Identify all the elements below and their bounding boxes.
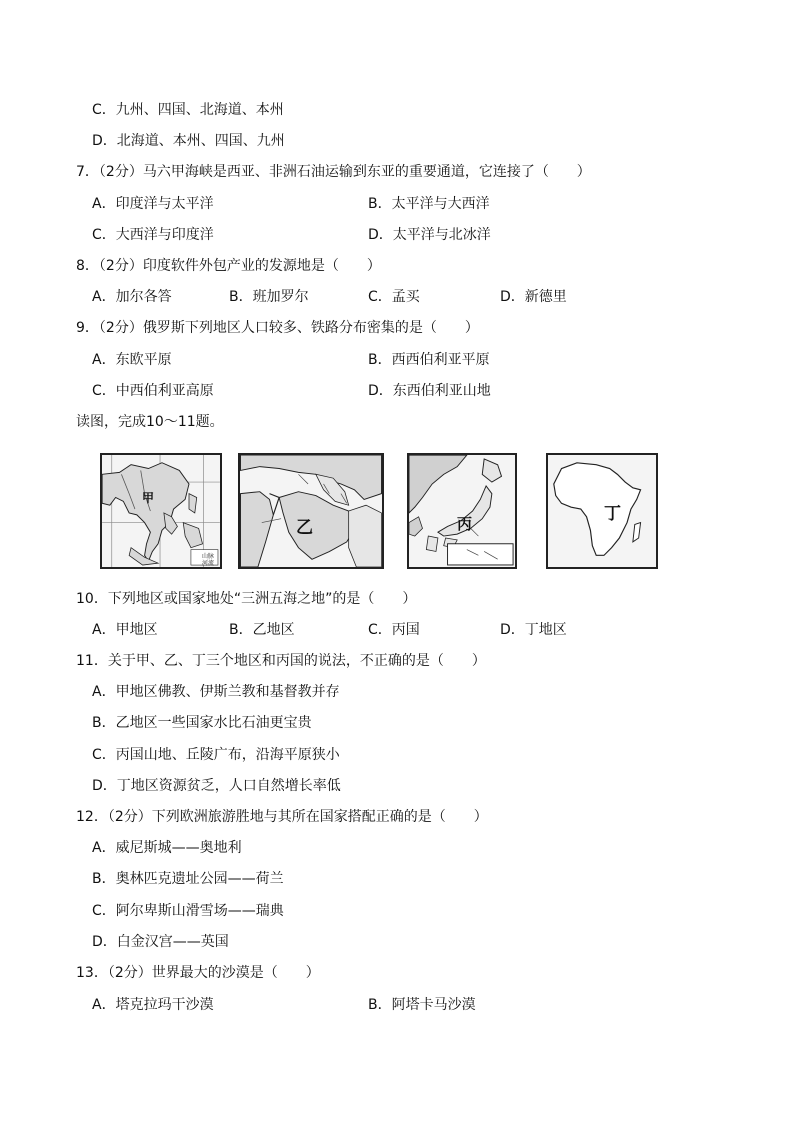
q7-option-b: B．太平洋与大西洋 bbox=[368, 196, 490, 212]
map-bing-label: 丙 bbox=[457, 515, 473, 533]
map-bing bbox=[407, 453, 517, 569]
q10-option-c: C．丙国 bbox=[368, 622, 420, 638]
q10-option-a: A．甲地区 bbox=[92, 622, 158, 638]
legend-mountain: 山脉 bbox=[202, 553, 215, 560]
q12-option-b: B．奥林匹克遗址公园——荷兰 bbox=[92, 871, 284, 887]
q7-option-a: A．印度洋与太平洋 bbox=[92, 196, 214, 212]
map-jia-legend bbox=[202, 553, 214, 567]
q12-option-c: C．阿尔卑斯山滑雪场——瑞典 bbox=[92, 903, 284, 919]
map-yi bbox=[238, 453, 384, 569]
q7-stem: 7．（2分）马六甲海峡是西亚、非洲石油运输到东亚的重要通道，它连接了（ ） bbox=[76, 164, 591, 180]
q12-option-a: A．威尼斯城——奥地利 bbox=[92, 840, 242, 856]
q11-stem: 11．关于甲、乙、丁三个地区和丙国的说法，不正确的是（ ） bbox=[76, 653, 486, 669]
q6-option-d: D．北海道、本州、四国、九州 bbox=[92, 133, 285, 149]
map-bing-drawing bbox=[409, 455, 515, 567]
map-ding-label: 丁 bbox=[604, 504, 621, 524]
q9-option-b: B．西西伯利亚平原 bbox=[368, 352, 490, 368]
q10-option-b: B．乙地区 bbox=[229, 622, 295, 638]
q11-option-a: A．甲地区佛教、伊斯兰教和基督教并存 bbox=[92, 684, 340, 700]
q9-option-a: A．东欧平原 bbox=[92, 352, 172, 368]
map-ding-drawing bbox=[548, 455, 656, 567]
q8-stem: 8．（2分）印度软件外包产业的发源地是（ ） bbox=[76, 258, 381, 274]
q8-option-a: A．加尔各答 bbox=[92, 289, 172, 305]
q11-option-d: D．丁地区资源贫乏，人口自然增长率低 bbox=[92, 778, 341, 794]
q10-stem: 10．下列地区或国家地处“三洲五海之地”的是（ ） bbox=[76, 591, 417, 607]
read-map-instruction: 读图，完成10～11题。 bbox=[76, 414, 224, 430]
q8-option-b: B．班加罗尔 bbox=[229, 289, 309, 305]
map-yi-drawing bbox=[240, 455, 382, 567]
q7-option-c: C．大西洋与印度洋 bbox=[92, 227, 214, 243]
map-yi-label: 乙 bbox=[296, 518, 313, 538]
legend-river: 河流 bbox=[202, 560, 215, 567]
q12-option-d: D．白金汉宫——英国 bbox=[92, 934, 229, 950]
q8-option-d: D．新德里 bbox=[500, 289, 567, 305]
q11-option-b: B．乙地区一些国家水比石油更宝贵 bbox=[92, 715, 312, 731]
map-ding bbox=[546, 453, 658, 569]
map-jia-drawing bbox=[102, 455, 220, 567]
q12-stem: 12．（2分）下列欧洲旅游胜地与其所在国家搭配正确的是（ ） bbox=[76, 809, 488, 825]
q10-option-d: D．丁地区 bbox=[500, 622, 567, 638]
q9-stem: 9．（2分）俄罗斯下列地区人口较多、铁路分布密集的是（ ） bbox=[76, 320, 479, 336]
map-jia bbox=[100, 453, 222, 569]
q6-option-c: C．九州、四国、北海道、本州 bbox=[92, 102, 284, 118]
q9-option-d: D．东西伯利亚山地 bbox=[368, 383, 491, 399]
q8-option-c: C．孟买 bbox=[368, 289, 420, 305]
q13-option-a: A．塔克拉玛干沙漠 bbox=[92, 997, 214, 1013]
q7-option-d: D．太平洋与北冰洋 bbox=[368, 227, 491, 243]
q13-stem: 13．（2分）世界最大的沙漠是（ ） bbox=[76, 965, 320, 981]
q13-option-b: B．阿塔卡马沙漠 bbox=[368, 997, 476, 1013]
q11-option-c: C．丙国山地、丘陵广布，沿海平原狭小 bbox=[92, 747, 340, 763]
map-jia-label: 甲 bbox=[142, 491, 155, 505]
q9-option-c: C．中西伯利亚高原 bbox=[92, 383, 214, 399]
